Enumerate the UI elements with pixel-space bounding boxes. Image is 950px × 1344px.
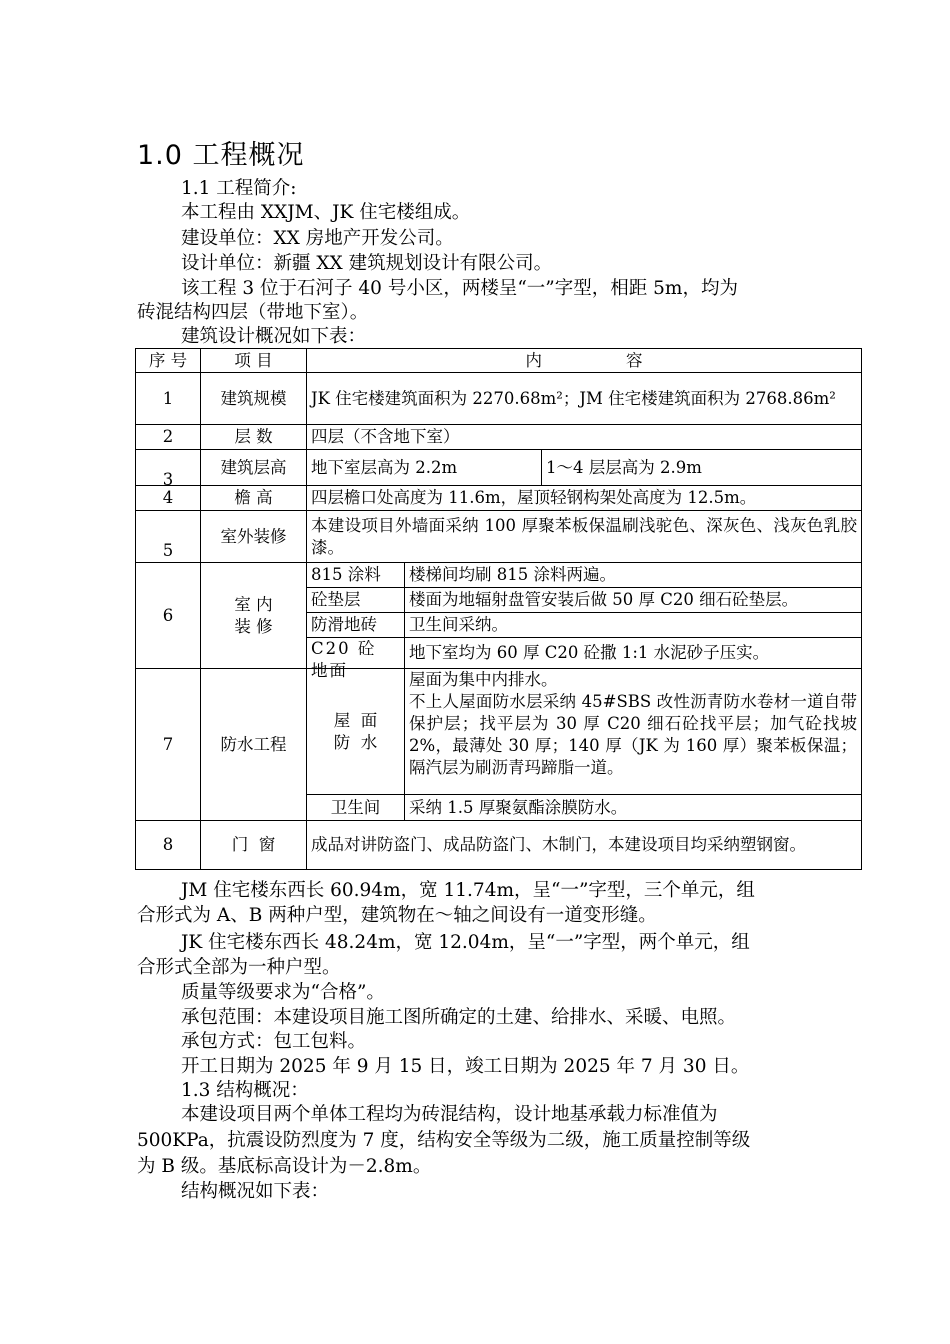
cell: 砼垫层 <box>307 588 405 613</box>
table-row <box>136 669 862 795</box>
cell: 6 <box>136 563 201 669</box>
cell: 防滑地砖 <box>307 613 405 638</box>
cell: 地下室均为 60 厚 C20 砼撒 1:1 水泥砂子压实。 <box>405 638 862 669</box>
cell: 采纳 1.5 厚聚氨酯涂膜防水。 <box>405 795 862 821</box>
header-cell: 序 号 <box>136 349 201 373</box>
building-design-table <box>135 348 862 870</box>
table-row <box>136 450 862 486</box>
table-row <box>136 373 862 425</box>
paragraph: 设计单位：新疆 XX 建筑规划设计有限公司。 <box>181 253 553 274</box>
table-row <box>136 563 862 588</box>
cell: 2 <box>136 425 201 450</box>
paragraph: 合形式为 A、B 两种户型，建筑物在～轴之间设有一道变形缝。 <box>137 905 657 926</box>
header-cell: 内 容 <box>307 349 862 373</box>
page-title: 1.0 工程概况 <box>137 140 305 171</box>
cell: 3 <box>136 450 201 486</box>
paragraph: 本建设项目两个单体工程均为砖混结构，设计地基承载力标准值为 <box>181 1104 718 1125</box>
table-row <box>136 486 862 511</box>
cell-line: 室 内 <box>234 594 273 614</box>
cell: 门 窗 <box>201 821 307 870</box>
cell: 层 数 <box>201 425 307 450</box>
paragraph: 为 B 级。基底标高设计为－2.8m。 <box>137 1156 432 1177</box>
section-heading-1-3: 1.3 结构概况： <box>181 1080 309 1101</box>
paragraph: JK 住宅楼东西长 48.24m，宽 12.04m，呈“一”字型，两个单元，组 <box>181 932 750 953</box>
cell: JK 住宅楼建筑面积为 2270.68m²；JM 住宅楼建筑面积为 2768.86m² <box>307 373 862 425</box>
cell: 成品对讲防盗门、成品防盗门、木制门，本建设项目均采纳塑钢窗。 <box>307 821 862 870</box>
paragraph: 建筑设计概况如下表： <box>181 326 367 347</box>
cell: 四层檐口处高度为 11.6m，屋顶轻钢构架处高度为 12.5m。 <box>307 486 862 511</box>
paragraph: 砖混结构四层（带地下室）。 <box>137 302 369 323</box>
cell: 地下室层高为 2.2m <box>307 450 542 486</box>
cell: 室外装修 <box>201 511 307 563</box>
paragraph: JM 住宅楼东西长 60.94m，宽 11.74m，呈“一”字型，三个单元，组 <box>181 880 755 901</box>
paragraph: 该工程 3 位于石河子 40 号小区，两楼呈“一”字型，相距 5m，均为 <box>181 278 738 299</box>
cell-line: 屋面为集中内排水。 <box>409 670 558 689</box>
cell: 檐 高 <box>201 486 307 511</box>
cell: 防水工程 <box>201 669 307 821</box>
cell: 1 <box>136 373 201 425</box>
paragraph: 开工日期为 2025 年 9 月 15 日，竣工日期为 2025 年 7 月 30 日。 <box>181 1056 750 1077</box>
cell-line: 不上人屋面防水层采纳 45#SBS 改性沥青防水卷材一道自带保护层；找平层为 30 厚 C20 细石砼找平层；加气砼找坡 2%，最薄处 30 厚；140 厚（JK 为 160 厚）聚苯板保温；隔汽层为刷沥青玛蹄脂一道。 <box>409 692 858 777</box>
cell: 卫生间 <box>307 795 405 821</box>
table-row <box>136 425 862 450</box>
cell: 卫生间采纳。 <box>405 613 862 638</box>
paragraph: 承包方式：包工包料。 <box>181 1031 367 1052</box>
cell: 5 <box>136 511 201 563</box>
paragraph: 承包范围：本建设项目施工图所确定的土建、给排水、采暖、电照。 <box>181 1007 737 1028</box>
cell-text: C20 砼 地面 <box>311 639 377 680</box>
cell: 楼梯间均刷 815 涂料两遍。 <box>405 563 862 588</box>
paragraph: 本工程由 XXJM、JK 住宅楼组成。 <box>181 202 471 223</box>
cell: 建筑层高 <box>201 450 307 486</box>
cell-line: 防 水 <box>333 732 378 752</box>
table-header-row <box>136 349 862 373</box>
table-row <box>136 821 862 870</box>
cell <box>307 669 405 795</box>
cell: 815 涂料 <box>307 563 405 588</box>
cell: 楼面为地辐射盘管安装后做 50 厚 C20 细石砼垫层。 <box>405 588 862 613</box>
cell: 4 <box>136 486 201 511</box>
cell: 本建设项目外墙面采纳 100 厚聚苯板保温刷浅驼色、深灰色、浅灰色乳胶漆。 <box>307 511 862 563</box>
section-heading-1-1: 1.1 工程简介: <box>181 178 297 199</box>
cell <box>405 669 862 795</box>
cell: 1～4 层层高为 2.9m <box>542 450 862 486</box>
cell: 建筑规模 <box>201 373 307 425</box>
paragraph: 500KPa，抗震设防烈度为 7 度，结构安全等级为二级，施工质量控制等级 <box>137 1130 751 1151</box>
cell: 7 <box>136 669 201 821</box>
header-cell: 项 目 <box>201 349 307 373</box>
paragraph: 建设单位：XX 房地产开发公司。 <box>181 228 454 249</box>
cell <box>307 638 405 680</box>
cell: 四层（不含地下室） <box>307 425 862 450</box>
cell: 8 <box>136 821 201 870</box>
cell-line: 装 修 <box>234 616 273 636</box>
cell-line: 屋 面 <box>333 710 378 730</box>
table-row <box>136 511 862 563</box>
paragraph: 结构概况如下表： <box>181 1181 330 1202</box>
paragraph: 合形式全部为一种户型。 <box>137 957 341 978</box>
paragraph: 质量等级要求为“合格”。 <box>181 982 385 1003</box>
cell <box>201 563 307 669</box>
